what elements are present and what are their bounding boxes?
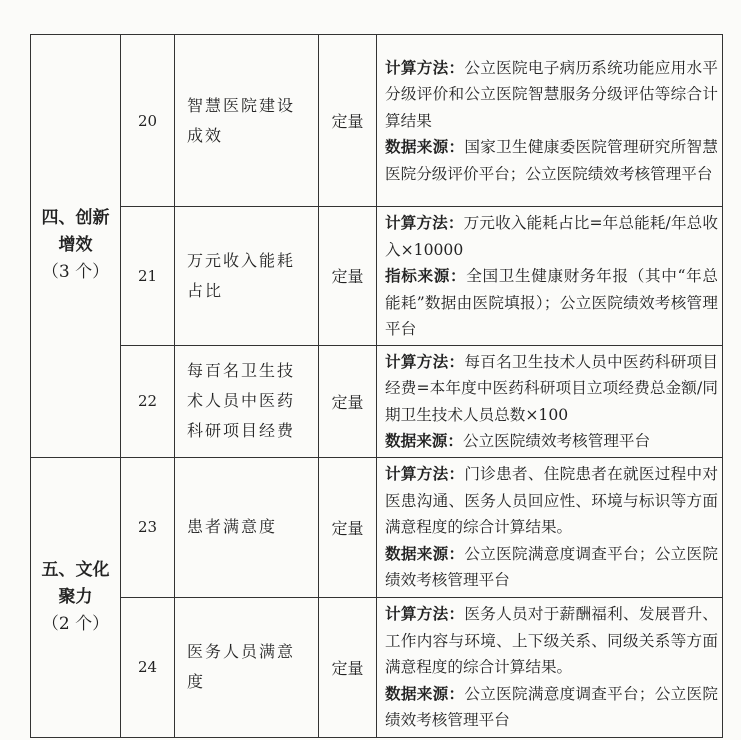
indicator-description [377, 457, 723, 597]
indicator-description [377, 345, 723, 457]
indicator-type: 定量 [319, 207, 377, 346]
indicator-name: 患者满意度 [175, 457, 319, 597]
indicator-name: 智慧医院建设成效 [175, 35, 319, 207]
category-title: 聚力 [58, 586, 93, 607]
source-text: 公立医院绩效考核管理平台 [462, 432, 651, 450]
method-label: 计算方法： [385, 57, 465, 77]
indicator-description [377, 35, 723, 207]
category-count: （2 个） [41, 613, 110, 634]
table-row [31, 35, 723, 207]
category-cell [31, 457, 121, 737]
category-title: 五、文化 [41, 559, 110, 580]
method-label: 计算方法： [385, 604, 465, 624]
source-label: 数据来源： [385, 431, 463, 450]
method-text: 每百名卫生技术人员中医药科研项目经费=本年度中医药科研项目立项经费总金额/同期卫生技术人员总数×100 [385, 352, 718, 424]
indicator-name: 万元收入能耗占比 [175, 207, 319, 346]
row-number: 22 [121, 345, 175, 457]
row-number: 20 [121, 35, 175, 207]
method-label: 计算方法： [385, 464, 465, 484]
indicator-name: 每百名卫生技术人员中医药科研项目经费 [175, 345, 319, 457]
method-label: 计算方法： [385, 213, 464, 232]
row-number: 23 [121, 457, 175, 597]
indicator-name: 医务人员满意度 [175, 597, 319, 737]
category-title: 增效 [58, 235, 93, 256]
indicator-table [30, 34, 723, 738]
category-cell [31, 35, 121, 458]
indicator-type: 定量 [319, 35, 377, 207]
category-title: 四、创新 [41, 208, 110, 229]
source-label: 数据来源： [385, 683, 465, 703]
indicator-type: 定量 [319, 457, 377, 597]
method-text: 公立医院电子病历系统功能应用水平分级评价和公立医院智慧服务分级评估等综合计算结果 [385, 58, 718, 130]
category-count: （3 个） [41, 262, 110, 283]
source-label: 指标来源： [385, 266, 467, 285]
source-text: 公立医院满意度调查平台；公立医院绩效考核管理平台 [385, 684, 718, 730]
indicator-type: 定量 [319, 597, 377, 737]
table-row [31, 207, 723, 346]
row-number: 24 [121, 597, 175, 737]
source-label: 数据来源： [385, 543, 465, 563]
table-row [31, 597, 723, 737]
method-text: 门诊患者、住院患者在就医过程中对医患沟通、医务人员回应性、环境与标识等方面满意程度的综合计算结果。 [385, 465, 718, 537]
source-text: 国家卫生健康委医院管理研究所智慧医院分级评价平台；公立医院绩效考核管理平台 [385, 138, 718, 183]
table-row [31, 345, 723, 457]
source-label: 数据来源： [385, 137, 465, 157]
method-text: 医务人员对于薪酬福利、发展晋升、工作内容与环境、上下级关系、同级关系等方面满意程度的综合计算结果。 [385, 605, 718, 677]
table-row [31, 457, 723, 597]
row-number: 21 [121, 207, 175, 346]
source-text: 全国卫生健康财务年报（其中“年总能耗”数据由医院填报）；公立医院绩效考核管理平台 [385, 267, 718, 338]
method-text: 万元收入能耗占比=年总能耗/年总收入×10000 [385, 214, 718, 259]
indicator-type: 定量 [319, 345, 377, 457]
indicator-description [377, 207, 723, 346]
source-text: 公立医院满意度调查平台；公立医院绩效考核管理平台 [385, 544, 718, 590]
indicator-description [377, 597, 723, 737]
method-label: 计算方法： [385, 351, 465, 371]
